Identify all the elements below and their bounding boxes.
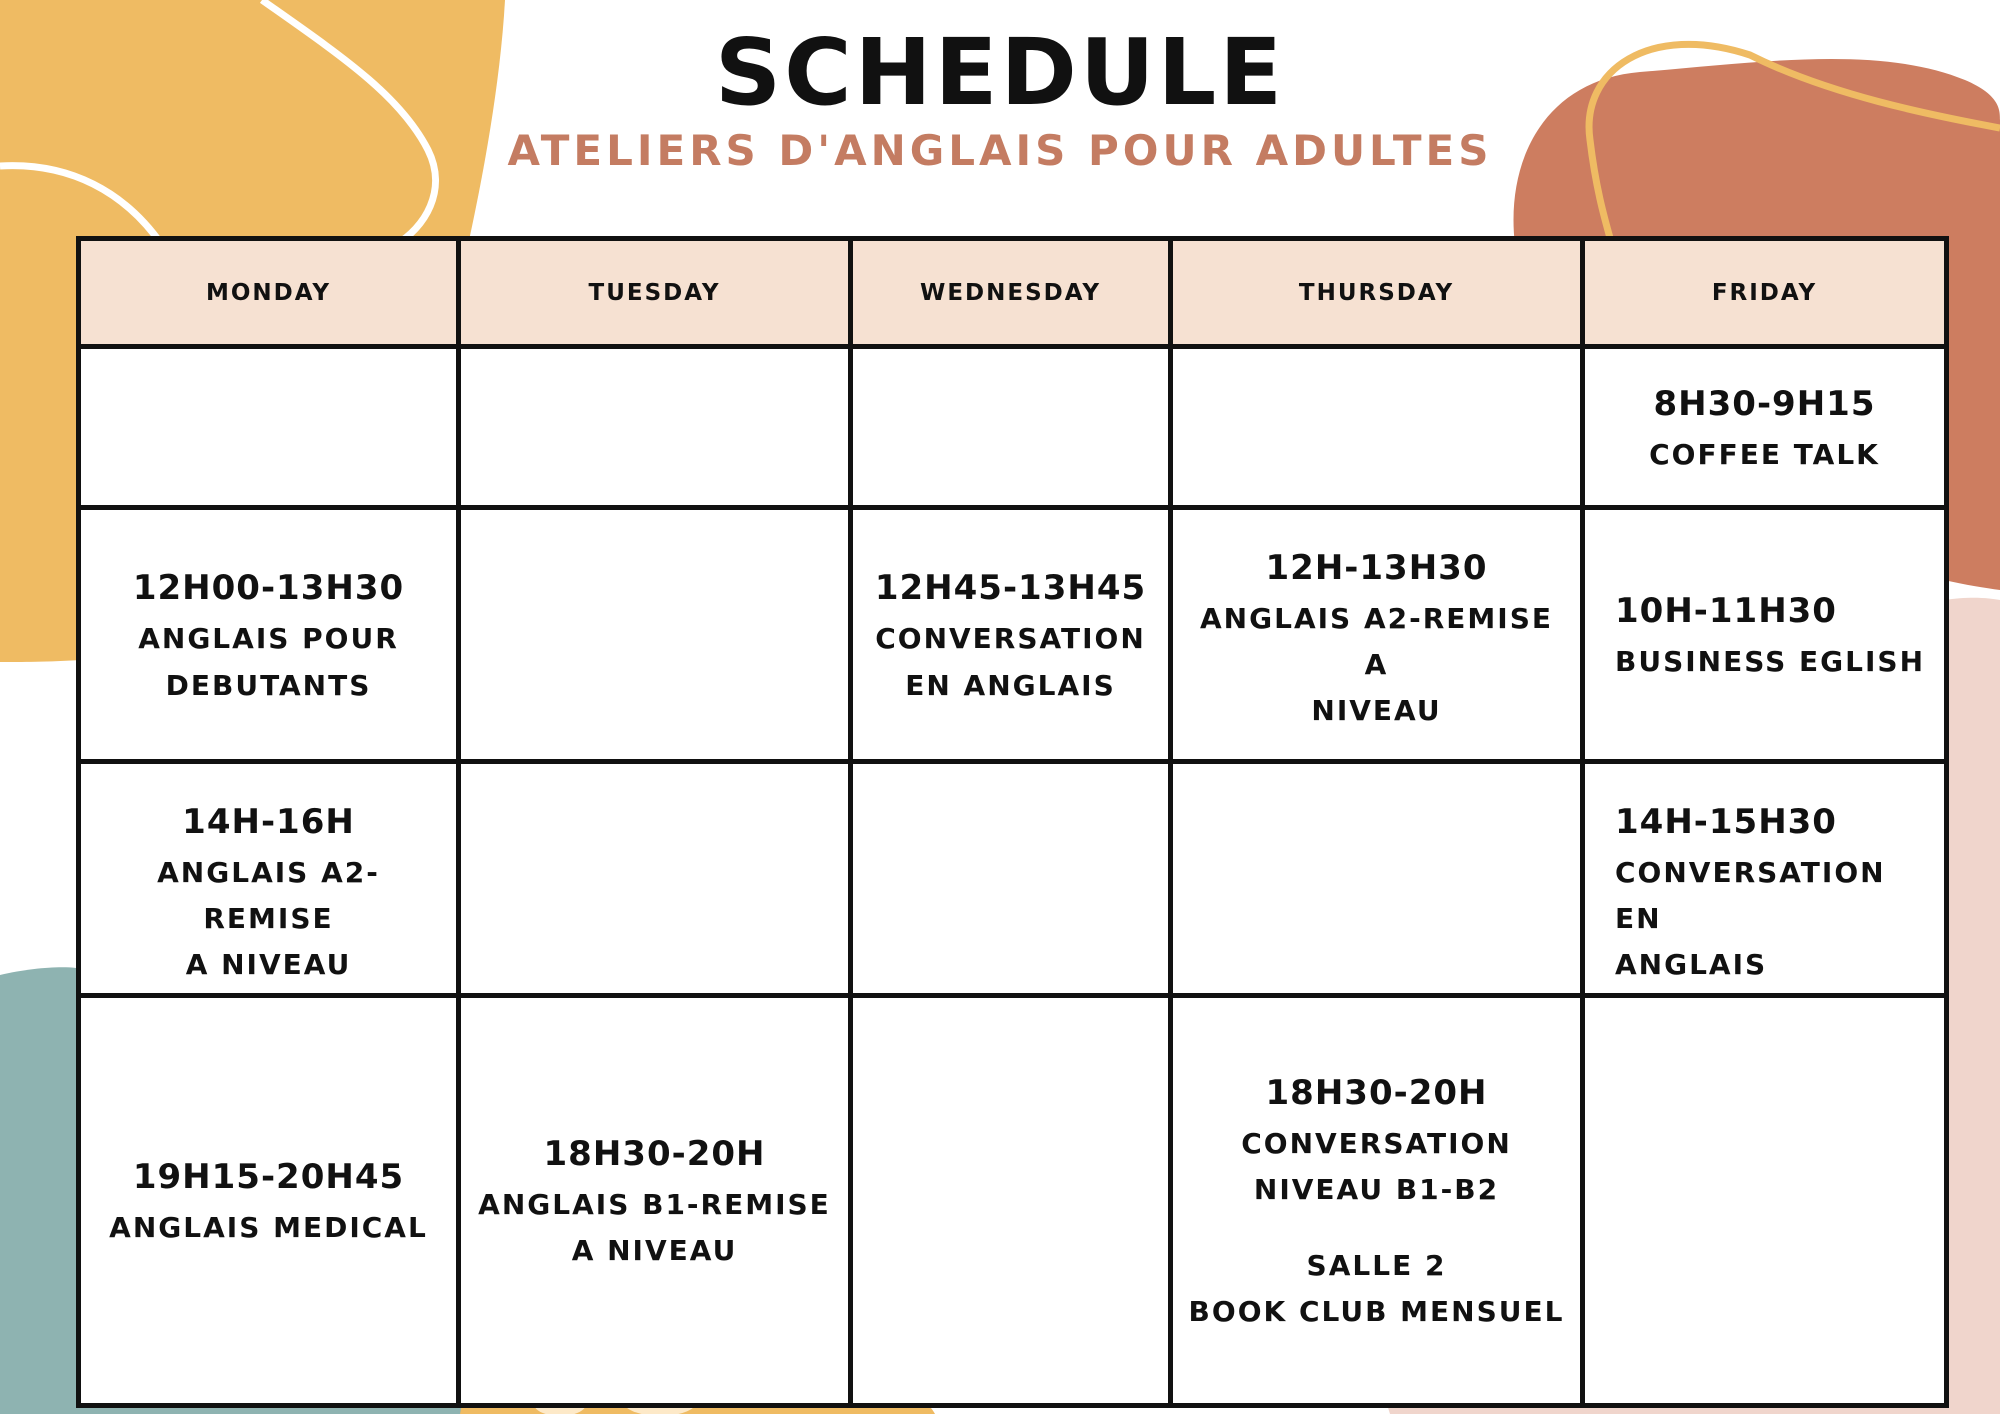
schedule-cell bbox=[79, 508, 459, 762]
day-header-wednesday: WEDNESDAY bbox=[851, 239, 1171, 347]
day-header-tuesday: TUESDAY bbox=[459, 239, 851, 347]
schedule-cell-empty bbox=[459, 508, 851, 762]
schedule-cell-empty bbox=[851, 347, 1171, 508]
session-time: 8H30-9H15 bbox=[1653, 383, 1876, 424]
schedule-cell bbox=[1583, 508, 1947, 762]
session-name: BUSINESS EGLISH bbox=[1615, 645, 1926, 679]
session-time: 12H45-13H45 bbox=[874, 568, 1147, 609]
schedule-cell-empty bbox=[1171, 347, 1583, 508]
schedule-cell-empty bbox=[1171, 762, 1583, 996]
teal-blob bbox=[0, 967, 76, 1414]
table-row bbox=[79, 347, 1947, 508]
day-header-friday: FRIDAY bbox=[1583, 239, 1947, 347]
table-row bbox=[79, 508, 1947, 762]
table-row bbox=[79, 995, 1947, 1405]
schedule-cell-empty bbox=[851, 995, 1171, 1405]
yellow-blob-lower bbox=[0, 245, 80, 662]
schedule-cell bbox=[1171, 508, 1583, 762]
session-time: 14H-16H bbox=[182, 802, 355, 842]
schedule-cell-empty bbox=[79, 347, 459, 508]
day-header-monday: MONDAY bbox=[79, 239, 459, 347]
session-name: CONVERSATION EN ANGLAIS bbox=[875, 622, 1146, 702]
session-name: ANGLAIS POUR DEBUTANTS bbox=[138, 622, 399, 702]
schedule-cell bbox=[79, 762, 459, 996]
session-time: 19H15-20H45 bbox=[132, 1157, 405, 1198]
session-name: CONVERSATION NIVEAU B1-B2 bbox=[1241, 1126, 1512, 1207]
session-extra: SALLE 2 BOOK CLUB MENSUEL bbox=[1188, 1249, 1565, 1329]
session-time: 18H30-20H bbox=[1265, 1072, 1488, 1113]
session-time: 12H-13H30 bbox=[1265, 548, 1488, 588]
table-row bbox=[79, 762, 1947, 996]
schedule-cell bbox=[851, 508, 1171, 762]
schedule-cell-empty bbox=[851, 762, 1171, 996]
session-name: COFFEE TALK bbox=[1649, 437, 1880, 471]
schedule-cell-empty bbox=[459, 347, 851, 508]
schedule-cell bbox=[1583, 347, 1947, 508]
terracotta-blob-lower bbox=[1944, 245, 2000, 590]
session-name: ANGLAIS A2-REMISE A NIVEAU bbox=[1200, 602, 1553, 728]
page-subtitle: ATELIERS D'ANGLAIS POUR ADULTES bbox=[507, 126, 1493, 175]
schedule-cell-empty bbox=[459, 762, 851, 996]
schedule-table bbox=[76, 236, 1949, 1408]
session-time: 18H30-20H bbox=[543, 1133, 766, 1174]
schedule-cell bbox=[79, 995, 459, 1405]
pink-blob bbox=[1944, 598, 2000, 1414]
session-time: 12H00-13H30 bbox=[132, 568, 405, 609]
schedule-cell bbox=[459, 995, 851, 1405]
session-name: ANGLAIS MEDICAL bbox=[109, 1211, 428, 1245]
schedule-cell-empty bbox=[1583, 995, 1947, 1405]
page-title: SCHEDULE bbox=[714, 19, 1286, 126]
session-time: 14H-15H30 bbox=[1615, 802, 1837, 842]
table-header-row bbox=[79, 239, 1947, 347]
session-name: ANGLAIS A2-REMISE A NIVEAU bbox=[157, 856, 380, 982]
schedule-cell bbox=[1583, 762, 1947, 996]
session-name: CONVERSATION EN ANGLAIS bbox=[1615, 856, 1886, 982]
session-name: ANGLAIS B1-REMISE A NIVEAU bbox=[478, 1188, 831, 1268]
day-header-thursday: THURSDAY bbox=[1171, 239, 1583, 347]
schedule-cell bbox=[1171, 995, 1583, 1405]
session-time: 10H-11H30 bbox=[1615, 591, 1837, 632]
